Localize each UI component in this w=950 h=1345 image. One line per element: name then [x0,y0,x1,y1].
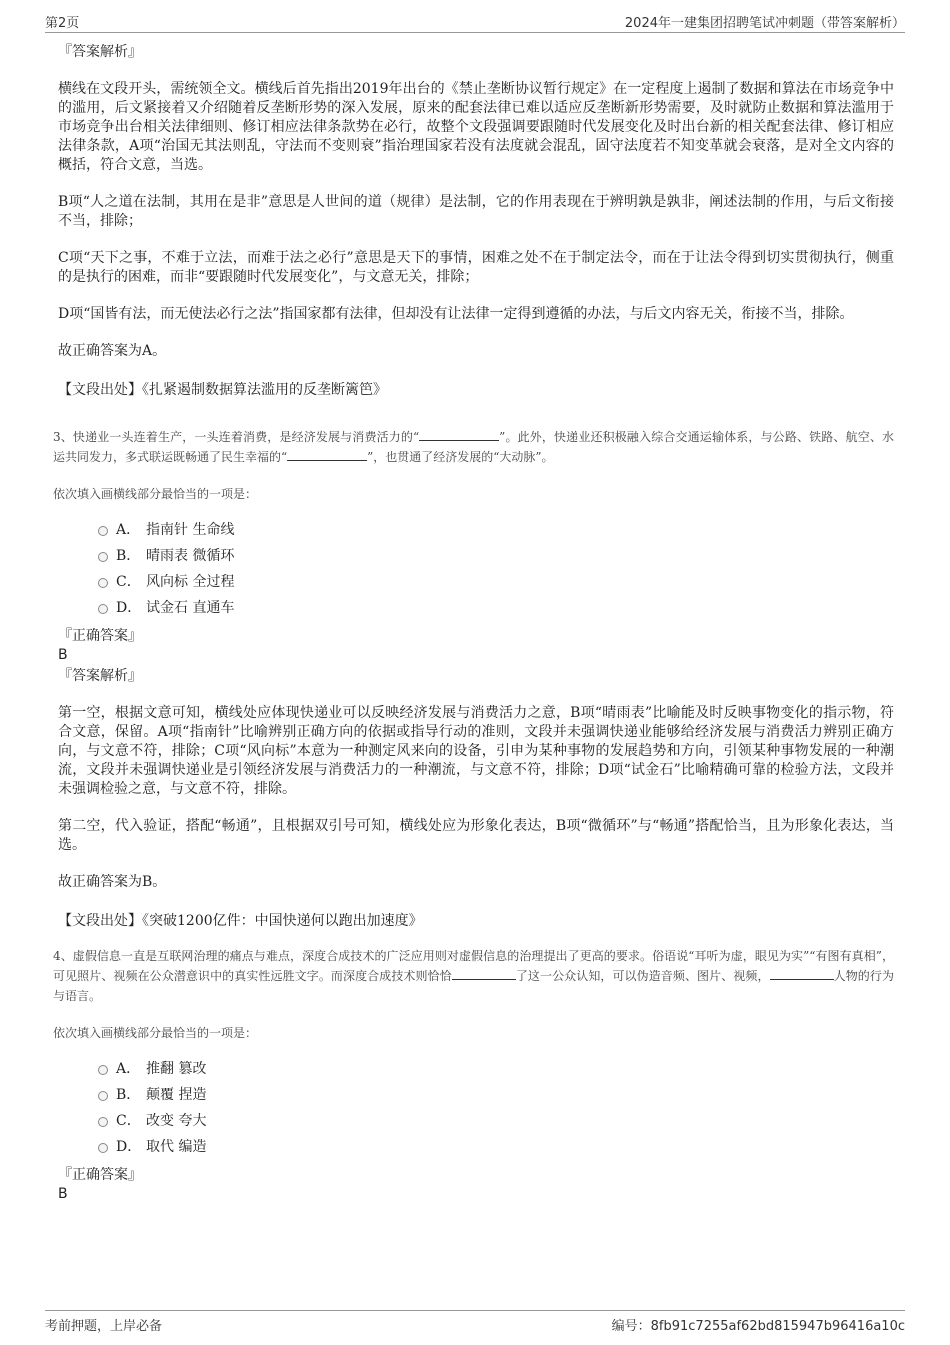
q3-analysis-label: 『答案解析』 [58,668,142,684]
page-header [45,10,905,33]
option-text: 指南针 生命线 [146,522,235,538]
q3-stem-part-2: ”。此外，快递业还积极融入综合交通运输体系，与公路、铁路、航空、水运共同发力，多式联运既畅通了民生幸福的“ [53,430,894,464]
q3-option-d[interactable] [98,598,894,624]
q3-blank-1 [419,428,499,441]
option-letter: D． [116,1139,142,1155]
q4-stem-part-2: 了这一公众认知，可以伪造音频、图片、视频， [515,969,770,983]
q3-options [98,520,894,624]
q2-analysis-para-1: 横线在文段开头，需统领全文。横线后首先指出2019年出台的《禁止垄断协议暂行规定》在一定程度上遏制了数据和算法在市场竞争中的滥用，后文紧接着又介绍随着反垄断形势的深入发展，原来的配套法律已难以适应反垄断新形势需要，及时就防止数据和算法滥用于市场竞争出台相关法律细则、修订相应法律条款势在必行，故整个文段强调要跟随时代发展变化及时出台新的相关配套法律、修订相应法律条款，A项“治国无其法则乱，守法而不变则衰”指治理国家若没有法度就会混乱，固守法度若不知变革就会衰落，是对全文内容的概括，符合文意，当选。 [58,81,894,173]
q2-analysis-label: 『答案解析』 [58,44,142,60]
option-text: 改变 夸大 [146,1113,207,1129]
q4-options [98,1059,894,1163]
q4-stem-part-3: 人物的行为与语言。 [53,969,894,1003]
q3-conclusion: 故正确答案为B。 [58,874,167,890]
document-title: 2024年一建集团招聘笔试冲刺题（带答案解析） [624,16,905,31]
q4-option-a[interactable] [98,1059,894,1085]
q4-option-c[interactable] [98,1111,894,1137]
q2-analysis-para-3: C项“天下之事，不难于立法，而难于法之必行”意思是天下的事情，困难之处不在于制定法令，而在于让法令得到切实贯彻执行，侧重的是执行的困难，而非“要跟随时代发展变化”，与文意无关，排除； [58,250,894,285]
option-letter: C． [116,574,141,590]
radio-icon[interactable] [98,526,108,536]
radio-icon[interactable] [98,1091,108,1101]
document-id: 编号：8fb91c7255af62bd815947b96416a10c [611,1319,905,1334]
q4-stem [53,946,894,1006]
q3-answer: B [58,647,68,663]
page-number: 第2页 [45,16,80,31]
page-content [53,42,894,1203]
q4-stem-part-1: 4、虚假信息一直是互联网治理的痛点与难点，深度合成技术的广泛应用则对虚假信息的治理提出了更高的要求。俗语说“耳听为虚，眼见为实”“有图有真相”，可见照片、视频在公众潜意识中的真实性远胜文字。而深度合成技术则恰恰 [53,949,894,983]
option-letter: A． [116,522,141,538]
q3-option-a[interactable] [98,520,894,546]
q3-option-c[interactable] [98,572,894,598]
q2-analysis-para-4: D项“国皆有法，而无使法必行之法”指国家都有法律，但却没有让法律一定得到遵循的办法，与后文内容无关，衔接不当，排除。 [58,306,854,322]
radio-icon[interactable] [98,578,108,588]
q4-blank-2 [770,967,834,980]
q4-answer-label: 『正确答案』 [58,1167,142,1183]
option-letter: C． [116,1113,141,1129]
q4-option-d[interactable] [98,1137,894,1163]
option-letter: D． [116,600,142,616]
q4-blank-1 [452,967,516,980]
option-text: 取代 编造 [146,1139,207,1155]
option-letter: B． [116,548,141,564]
q3-prompt: 依次填入画横线部分最恰当的一项是： [53,487,258,501]
option-text: 推翻 篡改 [146,1061,207,1077]
option-text: 颠覆 捏造 [146,1087,207,1103]
q3-stem [53,427,894,467]
q3-blank-2 [287,448,367,461]
option-letter: B． [116,1087,141,1103]
option-text: 试金石 直通车 [146,600,235,616]
q3-source: 【文段出处】《突破1200亿件：中国快递何以跑出加速度》 [58,913,423,929]
q3-stem-part-3: ”，也贯通了经济发展的“大动脉”。 [367,450,554,464]
radio-icon[interactable] [98,604,108,614]
radio-icon[interactable] [98,552,108,562]
q4-prompt: 依次填入画横线部分最恰当的一项是： [53,1026,258,1040]
q3-option-b[interactable] [98,546,894,572]
q4-option-b[interactable] [98,1085,894,1111]
q2-source: 【文段出处】《扎紧遏制数据算法滥用的反垄断篱笆》 [58,382,387,398]
q4-answer: B [58,1186,68,1202]
radio-icon[interactable] [98,1117,108,1127]
option-text: 晴雨表 微循环 [146,548,235,564]
option-letter: A． [116,1061,141,1077]
radio-icon[interactable] [98,1143,108,1153]
radio-icon[interactable] [98,1065,108,1075]
q2-conclusion: 故正确答案为A。 [58,343,167,359]
q3-analysis-para-2: 第二空，代入验证，搭配“畅通”，且根据双引号可知，横线处应为形象化表达，B项“微循环”与“畅通”搭配恰当，且为形象化表达，当选。 [58,818,894,853]
q3-answer-label: 『正确答案』 [58,628,142,644]
q3-stem-part-1: 3、快递业一头连着生产，一头连着消费，是经济发展与消费活力的“ [53,430,420,444]
q3-analysis-para-1: 第一空，根据文意可知，横线处应体现快递业可以反映经济发展与消费活力之意，B项“晴雨表”比喻能及时反映事物变化的指示物，符合文意，保留。A项“指南针”比喻辨别正确方向的依据或指导行动的准则，文段并未强调快递业能够给经济发展与消费活力辨别正确方向，与文意不符，排除；C项“风向标”本意为一种测定风来向的设备，引申为某种事物的发展趋势和方向，引领某种事物发展的一种潮流，文段并未强调快递业是引领经济发展与消费活力的一种潮流，与文意不符，排除；D项“试金石”比喻精确可靠的检验方法，文段并未强调检验之意，与文意不符，排除。 [58,705,894,797]
q2-analysis-para-2: B项“人之道在法制，其用在是非”意思是人世间的道（规律）是法制，它的作用表现在于辨明孰是孰非，阐述法制的作用，与后文衔接不当，排除； [58,194,894,229]
page-footer [45,1310,905,1335]
option-text: 风向标 全过程 [146,574,235,590]
footer-slogan: 考前押题，上岸必备 [45,1319,163,1334]
